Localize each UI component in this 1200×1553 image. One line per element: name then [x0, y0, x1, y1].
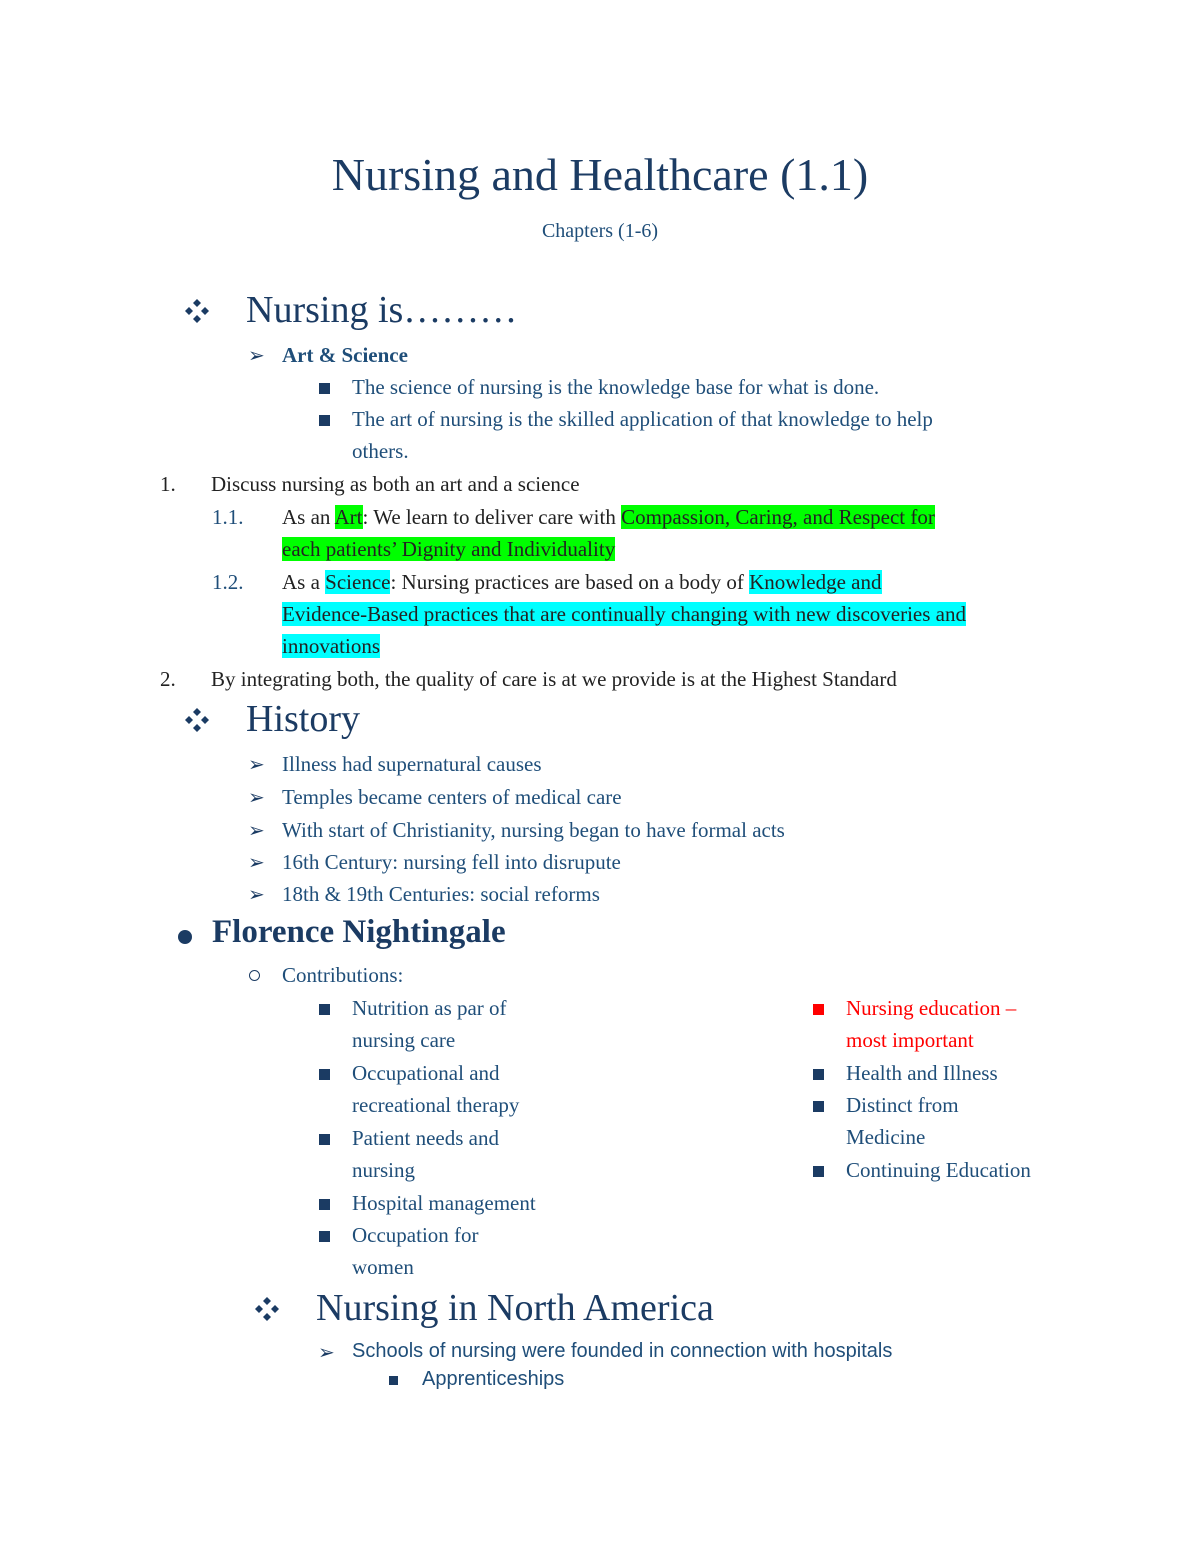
contribution-item-cont: nursing care — [352, 1028, 456, 1052]
contribution-item-cont: women — [352, 1255, 414, 1279]
arrowhead-icon: ➢ — [318, 1340, 335, 1364]
list-item-1-2: As a Science: Nursing practices are based on a body of Knowledge and — [282, 570, 882, 594]
history-item: Temples became centers of medical care — [282, 785, 622, 809]
square-icon — [319, 383, 330, 394]
list-item-1-1-cont — [282, 533, 615, 565]
list-number-1: 1. — [160, 472, 176, 496]
arrowhead-icon: ➢ — [248, 343, 265, 367]
section-heading-history: History — [246, 698, 360, 740]
square-icon — [319, 1134, 330, 1145]
contribution-item: Occupation for — [352, 1223, 479, 1247]
contribution-item: Continuing Education — [846, 1158, 1031, 1182]
contribution-item-cont: Medicine — [846, 1125, 926, 1149]
four-diamond-icon — [254, 1296, 280, 1322]
history-item: 18th & 19th Centuries: social reforms — [282, 882, 600, 906]
list-number-1-1: 1.1. — [212, 505, 244, 529]
page-title: Nursing and Healthcare (1.1) — [331, 149, 869, 200]
history-item: Illness had supernatural causes — [282, 752, 542, 776]
square-icon — [389, 1376, 398, 1385]
four-diamond-icon — [184, 298, 210, 324]
square-icon — [813, 1004, 824, 1015]
square-icon — [813, 1166, 824, 1177]
contribution-item-important-cont: most important — [846, 1028, 974, 1052]
arrowhead-icon: ➢ — [248, 752, 265, 776]
list-item-1: Discuss nursing as both an art and a science — [211, 472, 580, 496]
history-item: With start of Christianity, nursing began to have formal acts — [282, 818, 785, 842]
arrowhead-icon: ➢ — [248, 882, 265, 906]
contribution-item: Distinct from — [846, 1093, 959, 1117]
square-icon — [813, 1101, 824, 1112]
section-heading-north-america: Nursing in North America — [316, 1287, 714, 1329]
highlight-evidence-based: Evidence-Based practices that are continually changing with new discoveries and — [282, 602, 966, 626]
contribution-item: Nutrition as par of — [352, 996, 507, 1020]
list-item-2: By integrating both, the quality of care is at we provide is at the Highest Standard — [211, 667, 897, 691]
highlight-art: Art — [334, 505, 363, 529]
contribution-item: Patient needs and — [352, 1126, 499, 1150]
list-item-1-1: As an Art: We learn to deliver care with Compassion, Caring, and Respect for — [282, 505, 935, 529]
arrowhead-icon: ➢ — [248, 818, 265, 842]
bullet-science-of-nursing: The science of nursing is the knowledge base for what is done. — [352, 375, 880, 399]
list-item-1-2-cont — [282, 598, 966, 630]
filled-circle-icon — [178, 930, 192, 944]
bullet-art-of-nursing: The art of nursing is the skilled application of that knowledge to help — [352, 407, 933, 431]
highlight-dignity: each patients’ Dignity and Individuality — [282, 537, 616, 561]
section-heading-nursing-is: Nursing is……… — [246, 289, 518, 331]
contribution-item: Occupational and — [352, 1061, 500, 1085]
highlight-science: Science — [325, 570, 391, 594]
history-item: 16th Century: nursing fell into disrupute — [282, 850, 621, 874]
contribution-item-important: Nursing education – — [846, 996, 1017, 1020]
hollow-circle-icon — [249, 970, 260, 981]
bullet-art-of-nursing-cont: others. — [352, 439, 409, 463]
list-number-1-2: 1.2. — [212, 570, 244, 594]
square-icon — [813, 1069, 824, 1080]
north-america-subitem: Apprenticeships — [422, 1368, 565, 1390]
highlight-innovations: innovations — [282, 634, 380, 658]
contribution-item: Hospital management — [352, 1191, 536, 1215]
contributions-label: Contributions: — [282, 963, 404, 987]
contribution-item-cont: recreational therapy — [352, 1093, 520, 1117]
section-heading-florence: Florence Nightingale — [212, 914, 506, 950]
contribution-item-cont: nursing — [352, 1158, 415, 1182]
square-icon — [319, 1231, 330, 1242]
square-icon — [319, 1069, 330, 1080]
highlight-knowledge: Knowledge and — [749, 570, 882, 594]
square-icon — [319, 415, 330, 426]
arrowhead-icon: ➢ — [248, 850, 265, 874]
subheading-art-science: Art & Science — [282, 343, 408, 367]
square-icon — [319, 1199, 330, 1210]
north-america-item: Schools of nursing were founded in connection with hospitals — [352, 1340, 893, 1362]
four-diamond-icon — [184, 707, 210, 733]
contribution-item: Health and Illness — [846, 1061, 998, 1085]
page-subtitle: Chapters (1-6) — [541, 220, 659, 242]
square-icon — [319, 1004, 330, 1015]
arrowhead-icon: ➢ — [248, 785, 265, 809]
highlight-compassion: Compassion, Caring, and Respect for — [621, 505, 935, 529]
list-item-1-2-cont2 — [282, 630, 380, 662]
list-number-2: 2. — [160, 667, 176, 691]
